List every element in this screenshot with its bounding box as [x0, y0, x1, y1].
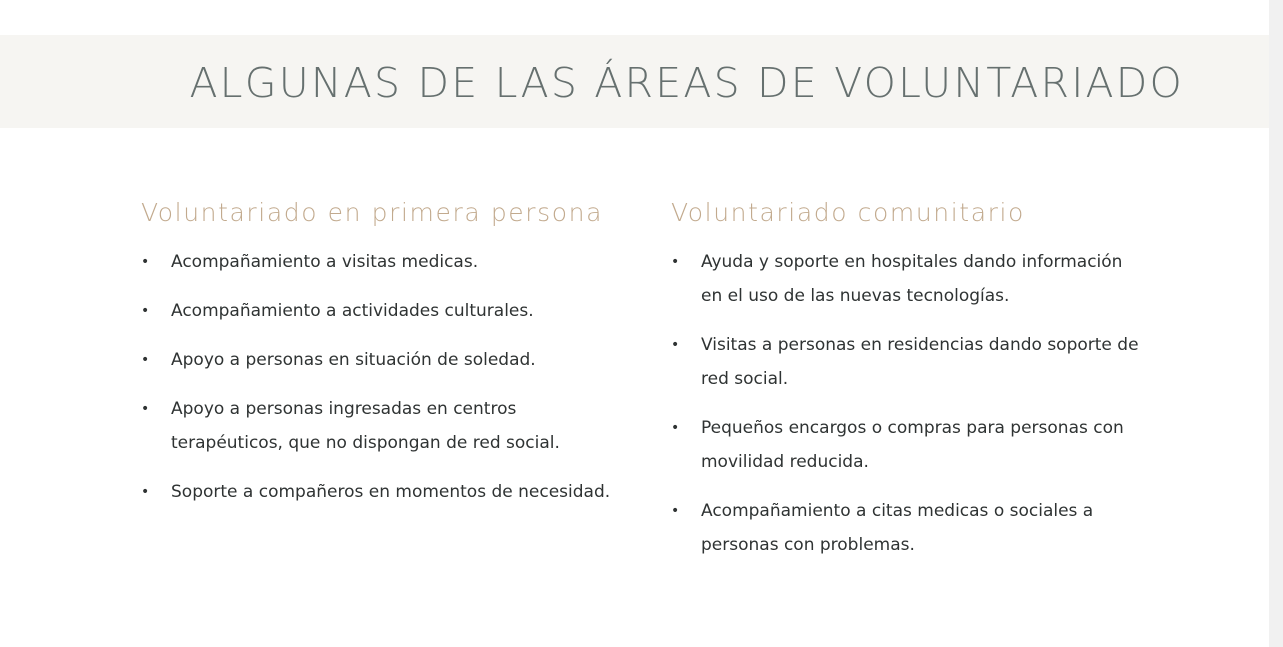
list-item-text: Pequeños encargos o compras para personas con movilidad reducida. — [701, 418, 1124, 472]
right-column — [671, 193, 1146, 577]
left-column — [141, 193, 621, 524]
list-item — [141, 475, 621, 509]
page-title: ALGUNAS DE LAS ÁREAS DE VOLUNTARIADO — [189, 59, 1184, 107]
list-item-text: Acompañamiento a citas medicas o sociales a personas con problemas. — [701, 501, 1094, 555]
list-item-text: Acompañamiento a visitas medicas. — [171, 252, 479, 272]
left-bullet-list — [141, 245, 621, 509]
bullet-icon: • — [671, 503, 680, 519]
list-item-text: Acompañamiento a actividades culturales. — [171, 301, 534, 321]
bullet-icon: • — [141, 352, 150, 368]
right-bullet-list — [671, 245, 1146, 562]
list-item — [671, 328, 1146, 396]
bullet-icon: • — [141, 484, 150, 500]
bullet-icon: • — [671, 337, 680, 353]
list-item — [141, 245, 621, 279]
left-column-heading: Voluntariado en primera persona — [141, 198, 604, 227]
list-item — [671, 494, 1146, 562]
list-item — [141, 392, 621, 460]
list-item-text: Visitas a personas en residencias dando soporte de red social. — [701, 335, 1139, 389]
bullet-icon: • — [141, 401, 150, 417]
list-item — [141, 294, 621, 328]
bullet-icon: • — [141, 303, 150, 319]
bullet-icon: • — [141, 254, 150, 270]
list-item-text: Apoyo a personas en situación de soledad. — [171, 350, 536, 370]
list-item-text: Apoyo a personas ingresadas en centros terapéuticos, que no dispongan de red social. — [171, 399, 560, 453]
list-item — [671, 411, 1146, 479]
right-column-heading: Voluntariado comunitario — [671, 198, 1025, 227]
list-item-text: Ayuda y soporte en hospitales dando información en el uso de las nuevas tecnologías. — [701, 252, 1123, 306]
bullet-icon: • — [671, 420, 680, 436]
list-item — [671, 245, 1146, 313]
list-item — [141, 343, 621, 377]
list-item-text: Soporte a compañeros en momentos de necesidad. — [171, 482, 611, 502]
scrollbar[interactable] — [1269, 0, 1283, 647]
bullet-icon: • — [671, 254, 680, 270]
